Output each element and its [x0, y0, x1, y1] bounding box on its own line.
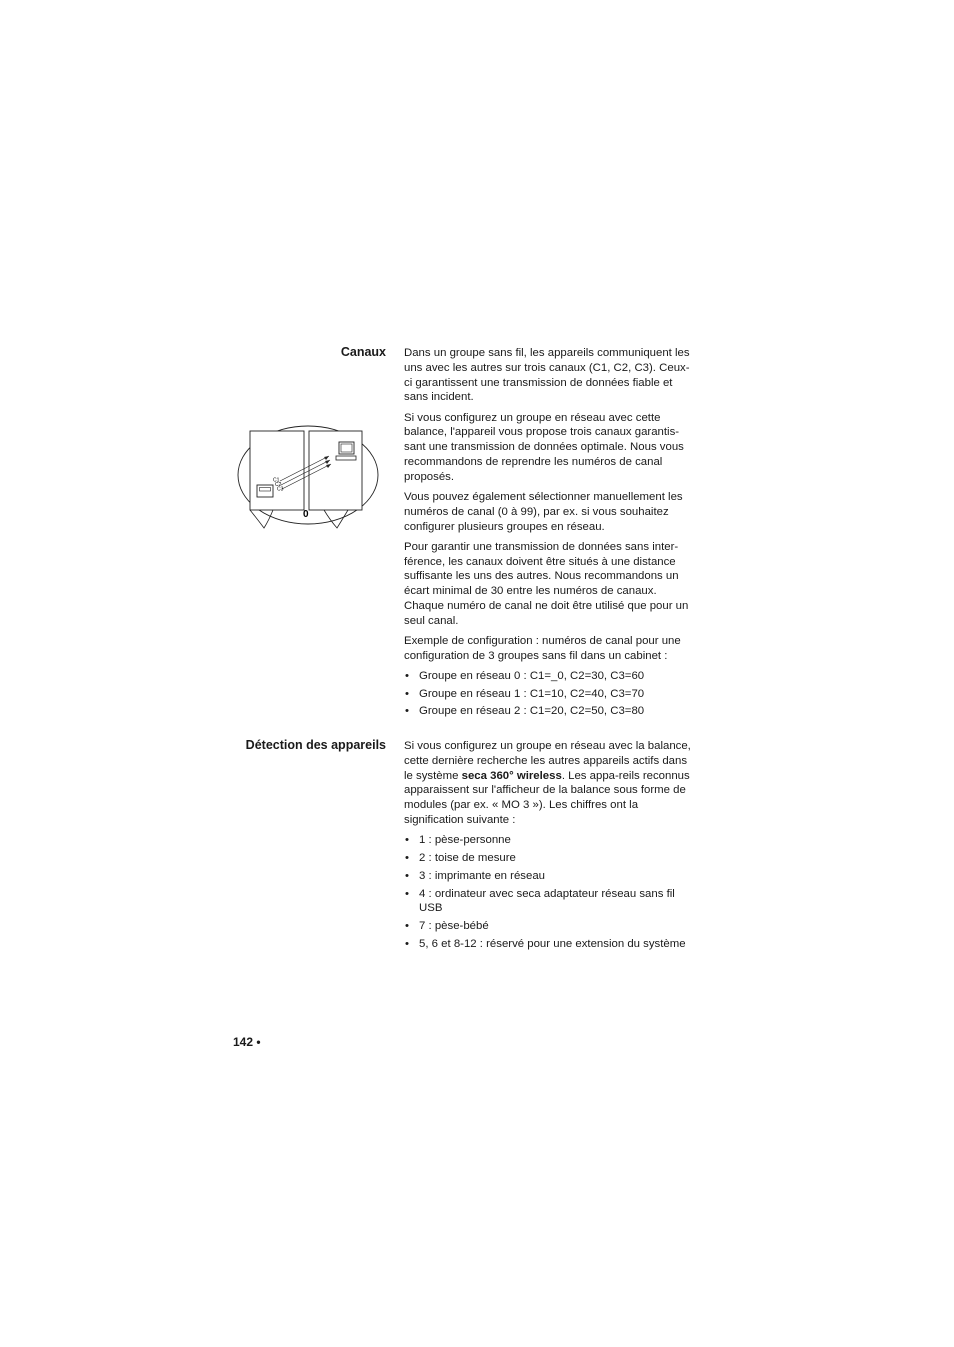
- section-heading-detection: Détection des appareils: [245, 738, 386, 752]
- list-item: [404, 687, 696, 702]
- list-item: [404, 919, 696, 934]
- bullet-icon: •: [405, 937, 409, 950]
- list-item-text: 7 : pèse-bébé: [419, 920, 489, 933]
- list-item: [404, 851, 696, 866]
- detection-text-block: [404, 739, 696, 955]
- door-swing-left: [250, 510, 273, 528]
- channel-label-c3: C3: [277, 486, 284, 493]
- bullet-icon: •: [405, 834, 409, 847]
- bullet-icon: •: [405, 887, 409, 900]
- list-item: [404, 704, 696, 719]
- product-name: seca 360° wireless: [461, 769, 562, 782]
- left-room: [250, 431, 304, 510]
- list-item-text: 2 : toise de mesure: [419, 851, 516, 864]
- list-item-text: 5, 6 et 8-12 : réservé pour une extension du système: [419, 937, 686, 950]
- canaux-paragraph: Pour garantir une transmission de données sans inter-férence, les canaux doivent être situés à une distance suffisante les uns des autres. Nous recommandons un écart minimal de 30 entre les numéros de canaux. Chaque numéro de canal ne doit être utilisé que pour un seul canal.: [404, 540, 689, 627]
- page-number: 142 •: [233, 1035, 261, 1049]
- bullet-icon: •: [405, 705, 409, 718]
- canaux-paragraph: Exemple de configuration : numéros de canal pour une configuration de 3 groupes sans fil dans un cabinet :: [404, 634, 681, 662]
- bullet-icon: •: [405, 851, 409, 864]
- wireless-channels-diagram: [236, 424, 380, 532]
- detection-intro-text: . Les appa-reils reconnus apparaissent sur l'afficheur de la balance sous forme de modules (par ex. « MO 3 »). Les chiffres ont la signification suivante :: [404, 769, 690, 826]
- bullet-icon: •: [405, 687, 409, 700]
- door-swing-right: [324, 510, 348, 528]
- list-item-text: 4 : ordinateur avec seca adaptateur réseau sans fil USB: [419, 887, 675, 915]
- list-item-text: 3 : imprimante en réseau: [419, 869, 545, 882]
- detection-intro-text: Si vous configurez un groupe en réseau avec la balance, cette dernière recherche les autres appareils actifs dans le système: [404, 740, 691, 782]
- section-heading-canaux: Canaux: [340, 345, 386, 359]
- list-item-text: Groupe en réseau 2 : C1=20, C2=50, C3=80: [419, 705, 645, 718]
- bullet-icon: •: [405, 920, 409, 933]
- list-item: [404, 833, 696, 848]
- list-item: [404, 869, 696, 884]
- bullet-icon: •: [405, 669, 409, 682]
- list-item: [404, 669, 696, 684]
- detection-bullet-list: [404, 833, 696, 952]
- list-item-text: 1 : pèse-personne: [419, 834, 511, 847]
- channel-label-c2: C2: [275, 482, 282, 488]
- list-item-text: Groupe en réseau 1 : C1=10, C2=40, C3=70: [419, 687, 645, 700]
- canaux-paragraph: Dans un groupe sans fil, les appareils communiquent les uns avec les autres sur trois canaux (C1, C2, C3). Ceux-ci garantissent une transmission de données fiable et sans incident.: [404, 347, 690, 404]
- list-item: [404, 887, 696, 917]
- canaux-paragraph: Vous pouvez également sélectionner manuellement les numéros de canal (0 à 99), par ex. si vous souhaitez configurer plusieurs groupes en réseau.: [404, 490, 683, 533]
- canaux-text-block: [404, 346, 696, 722]
- keyboard-icon: [336, 456, 356, 460]
- bullet-icon: •: [405, 869, 409, 882]
- group-number-label: 0: [303, 509, 309, 520]
- list-item: [404, 937, 696, 952]
- channel-label-c1: C1: [273, 477, 280, 484]
- canaux-bullet-list: [404, 669, 696, 719]
- detection-paragraph: [404, 739, 696, 828]
- canaux-paragraph: Si vous configurez un groupe en réseau avec cette balance, l'appareil vous propose trois canaux garantis-sant une transmission de données optimale. Nous vous recommandons de reprendre les numéros de canal proposés.: [404, 411, 684, 483]
- list-item-text: Groupe en réseau 0 : C1=_0, C2=30, C3=60: [419, 669, 645, 682]
